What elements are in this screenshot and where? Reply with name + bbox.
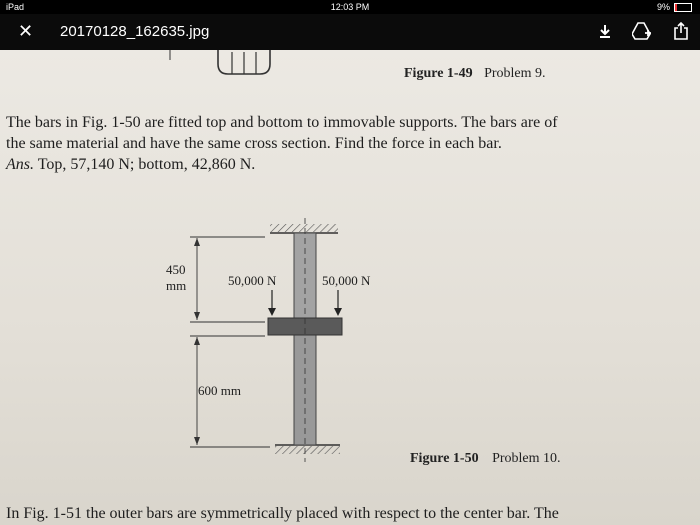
clock: 12:03 PM bbox=[330, 2, 370, 12]
figure-149-label: Figure 1-49 bbox=[404, 66, 473, 81]
dim-600-label: 600 mm bbox=[198, 383, 241, 398]
share-button[interactable] bbox=[670, 20, 692, 42]
right-load-label: 50,000 N bbox=[322, 273, 371, 288]
answer-label: Ans. bbox=[6, 156, 34, 173]
upper-bar bbox=[294, 233, 316, 320]
dim-600-arrow-top bbox=[194, 337, 200, 345]
answer-text: Top, 57,140 N; bottom, 42,860 N. bbox=[34, 156, 256, 173]
dim-450-unit: mm bbox=[166, 278, 187, 293]
next-problem-text: In Fig. 1-51 the outer bars are symmetrically placed with respect to the center bar. The bbox=[6, 505, 559, 522]
right-load-arrow-head bbox=[334, 308, 342, 316]
battery-percent: 9% bbox=[656, 2, 670, 12]
figure-149-problem: Problem 9. bbox=[484, 66, 546, 81]
figure-150-caption bbox=[410, 451, 561, 467]
dim-450-arrow-top bbox=[194, 238, 200, 246]
dim-600-arrow-bottom bbox=[194, 437, 200, 445]
file-name: 20170128_162635.jpg bbox=[60, 23, 210, 40]
status-bar bbox=[0, 0, 700, 14]
figure-150-problem: Problem 10. bbox=[492, 451, 561, 466]
download-button[interactable] bbox=[594, 20, 616, 42]
share-icon bbox=[674, 22, 688, 40]
bottom-support-hatch bbox=[275, 446, 340, 454]
photo-content bbox=[0, 50, 700, 525]
dim-450-arrow-bottom bbox=[194, 312, 200, 320]
close-button[interactable]: ✕ bbox=[18, 21, 34, 41]
image-viewer-toolbar bbox=[0, 14, 700, 50]
top-support-hatch bbox=[270, 224, 338, 232]
battery-icon bbox=[674, 3, 692, 12]
add-to-drive-button[interactable] bbox=[631, 20, 653, 42]
download-icon bbox=[598, 24, 612, 38]
problem-line-1: The bars in Fig. 1-50 are fitted top and bottom to immovable supports. The bars are of bbox=[6, 114, 558, 131]
left-load-arrow-head bbox=[268, 308, 276, 316]
problem-line-2: the same material and have the same cross section. Find the force in each bar. bbox=[6, 135, 502, 152]
device-label: iPad bbox=[6, 2, 25, 12]
figure-150-label: Figure 1-50 bbox=[410, 451, 479, 466]
dim-450-value: 450 bbox=[166, 262, 186, 277]
battery-indicator bbox=[657, 2, 692, 12]
left-load-label: 50,000 N bbox=[228, 273, 277, 288]
drive-add-icon bbox=[632, 22, 652, 40]
